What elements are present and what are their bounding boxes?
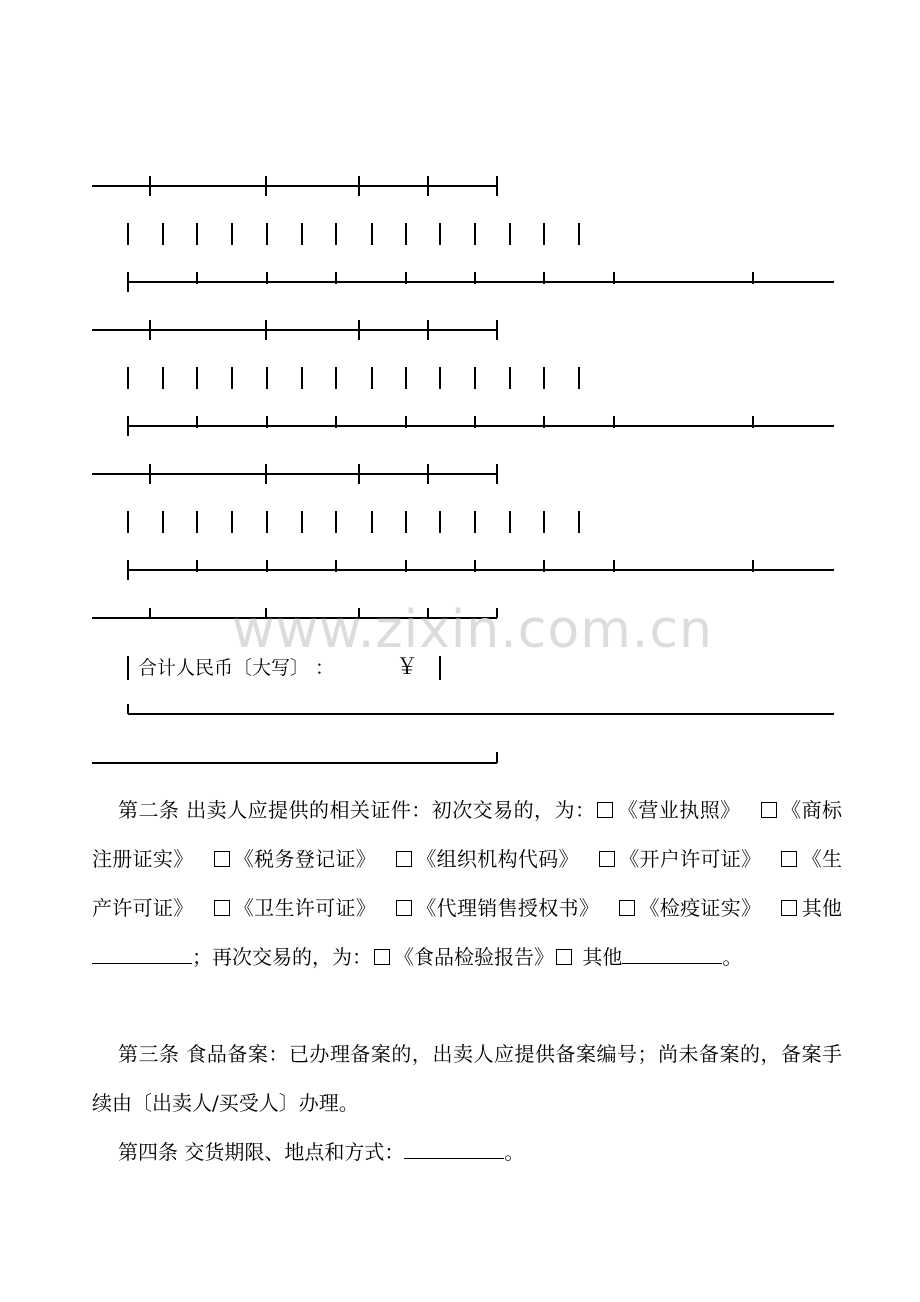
checkbox[interactable] [556,949,572,965]
article-4 [92,1128,842,1177]
checkbox[interactable] [597,802,613,818]
total-amount-label: 合计人民币〔大写〕 ： [138,657,335,679]
checkbox[interactable] [396,851,412,867]
doc-option: 《开户许可证》 [618,847,762,871]
doc-option: 《检疫证实》 [639,896,762,920]
currency-symbol: ￥ [396,655,419,680]
article-4-text: 交货期限、地点和方式： [184,1140,405,1164]
article-3 [92,1030,842,1128]
checkbox[interactable] [396,900,412,916]
article-3-text: 食品备案：已办理备案的，出卖人应提供备案编号；尚未备案的，备案手续由〔出卖人/买受人〕办理。 [92,1042,843,1115]
doc-option: 《生产许可证》 [92,847,842,920]
other-label: 其他 [801,896,842,920]
checkbox[interactable] [214,851,230,867]
blank-field[interactable] [404,1140,504,1159]
punctuation: 。 [504,1140,525,1164]
article-4-heading: 第四条 [118,1140,178,1164]
checkbox[interactable] [781,900,797,916]
doc-option: 《税务登记证》 [233,847,377,871]
watermark: www.zixin.com.cn [232,600,713,660]
repeat-intro: ；再次交易的，为： [192,945,372,969]
doc-option: 《商标注册证实》 [92,798,843,871]
checkbox[interactable] [761,802,777,818]
blank-field[interactable] [622,945,722,964]
doc-option: 《营业执照》 [617,798,741,822]
doc-option: 《组织机构代码》 [416,847,579,871]
article-2-intro: 出卖人应提供的相关证件：初次交易的，为： [186,798,596,822]
article-3-heading: 第三条 [118,1042,180,1066]
punctuation: 。 [722,945,743,969]
checkbox[interactable] [781,851,797,867]
checkbox[interactable] [599,851,615,867]
doc-option: 《食品检验报告》 [394,945,554,969]
checkbox[interactable] [619,900,635,916]
checkbox[interactable] [214,900,230,916]
checkbox[interactable] [374,949,390,965]
article-2-heading: 第二条 [118,798,180,822]
article-2 [92,786,842,982]
blank-field[interactable] [92,945,192,964]
doc-option: 《卫生许可证》 [233,896,377,920]
doc-option: 《代理销售授权书》 [416,896,600,920]
other-label: 其他 [582,945,623,969]
